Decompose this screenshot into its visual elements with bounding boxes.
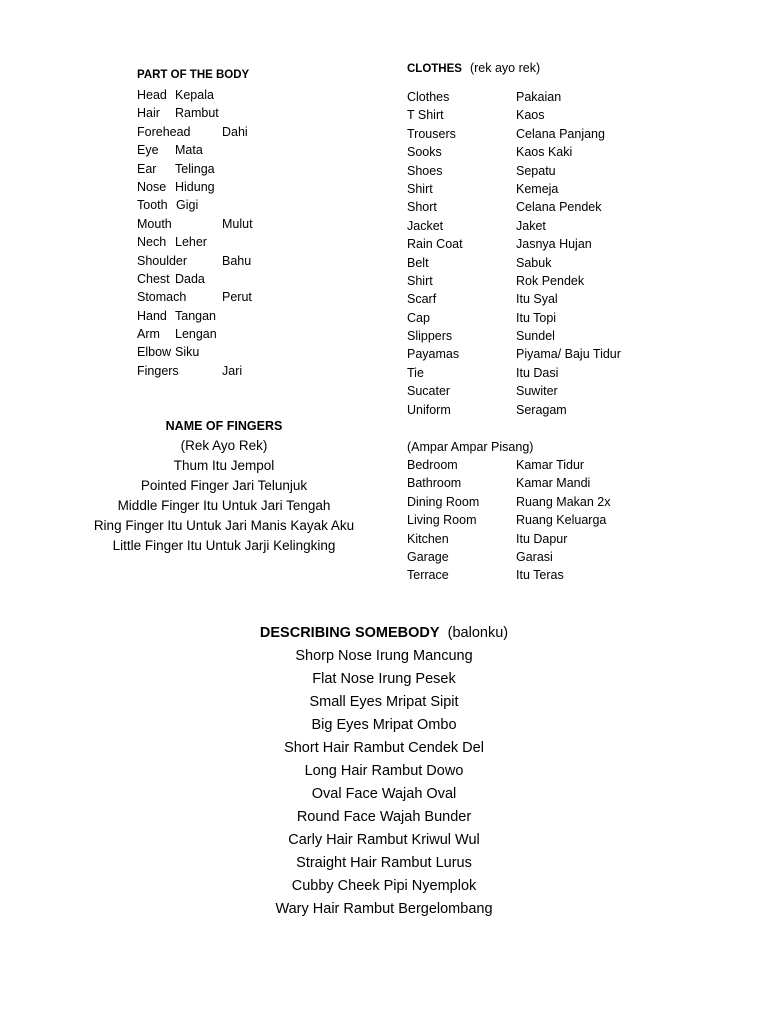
body-part-indonesian: Leher — [175, 235, 207, 250]
house-indonesian: Kamar Tidur — [516, 458, 585, 472]
describing-heading-note: (balonku) — [447, 625, 509, 641]
clothes-indonesian: Kemeja — [516, 181, 559, 196]
house-heading: (Ampar Ampar Pisang) — [407, 440, 534, 454]
body-part-indonesian: Jari — [222, 363, 243, 378]
body-part-indonesian: Lengan — [175, 327, 217, 342]
clothes-indonesian: Itu Syal — [516, 292, 558, 307]
body-part-indonesian: Telinga — [175, 161, 215, 176]
finger-line: Little Finger Itu Untuk Jarji Kelingking — [112, 538, 336, 553]
clothes-english: T Shirt — [407, 108, 444, 123]
body-parts-heading: PART OF THE BODY — [137, 69, 250, 81]
house-english: Bathroom — [407, 476, 462, 491]
body-part-english: Ear — [137, 161, 157, 176]
body-part-indonesian: Mata — [175, 143, 203, 158]
body-part-indonesian: Bahu — [222, 253, 252, 268]
body-part-english: Hair — [137, 106, 160, 121]
clothes-english: Shirt — [407, 273, 433, 288]
finger-line: Thum Itu Jempol — [173, 458, 275, 473]
body-part-indonesian: Rambut — [175, 106, 219, 121]
clothes-english: Shirt — [407, 181, 433, 196]
describing-line: Small Eyes Mripat Sipit — [309, 694, 459, 710]
clothes-english: Payamas — [407, 347, 460, 362]
describing-line: Big Eyes Mripat Ombo — [311, 717, 457, 733]
clothes-english: Uniform — [407, 402, 451, 417]
body-part-english: Nose — [137, 179, 167, 194]
body-part-english: Mouth — [137, 216, 172, 231]
clothes-indonesian: Sabuk — [516, 255, 552, 270]
clothes-english: Scarf — [407, 292, 437, 307]
body-part-english: Shoulder — [137, 253, 188, 268]
clothes-english: Jacket — [407, 218, 444, 233]
house-english: Terrace — [407, 568, 449, 583]
clothes-indonesian: Sundel — [516, 329, 555, 344]
body-part-english: Arm — [137, 327, 160, 342]
house-english: Living Room — [407, 513, 477, 528]
body-part-english: Elbow — [137, 345, 172, 360]
house-english: Dining Room — [407, 494, 480, 509]
clothes-indonesian: Kaos — [516, 108, 545, 123]
house-indonesian: Kamar Mandi — [516, 476, 591, 491]
clothes-indonesian: Seragam — [516, 402, 567, 417]
finger-line: Ring Finger Itu Untuk Jari Manis Kayak Aku — [93, 518, 355, 533]
clothes-english: Slippers — [407, 329, 453, 344]
clothes-english: Sooks — [407, 145, 442, 160]
clothes-indonesian: Suwiter — [516, 384, 558, 399]
clothes-english: Short — [407, 200, 437, 215]
body-part-indonesian: Dada — [175, 271, 205, 286]
house-indonesian: Itu Dapur — [516, 531, 568, 546]
clothes-indonesian: Jasnya Hujan — [516, 237, 592, 252]
fingers-lines — [40, 436, 408, 556]
body-part-indonesian: Dahi — [222, 124, 248, 139]
describing-heading-title: DESCRIBING SOMEBODY — [259, 625, 440, 641]
house-indonesian: Garasi — [516, 549, 553, 564]
finger-line: (Rek Ayo Rek) — [180, 438, 268, 453]
clothes-indonesian: Celana Pendek — [516, 200, 602, 215]
clothes-indonesian: Jaket — [516, 218, 546, 233]
house-english: Bedroom — [407, 458, 458, 472]
describing-section — [84, 622, 684, 921]
house-indonesian: Itu Teras — [516, 568, 564, 583]
clothes-english: Shoes — [407, 163, 443, 178]
body-part-english: Stomach — [137, 290, 187, 305]
clothes-indonesian: Rok Pendek — [516, 273, 585, 288]
clothes-indonesian: Itu Topi — [516, 310, 557, 325]
house-english: Kitchen — [407, 531, 449, 546]
house-english: Garage — [407, 549, 449, 564]
describing-line: Round Face Wajah Bunder — [296, 809, 472, 825]
body-part-indonesian: Kepala — [175, 88, 214, 102]
clothes-heading-note: (rek ayo rek) — [469, 61, 541, 75]
body-part-english: Fingers — [137, 363, 179, 378]
describing-line: Oval Face Wajah Oval — [311, 786, 457, 802]
finger-line: Pointed Finger Jari Telunjuk — [140, 478, 308, 493]
describing-heading — [84, 622, 684, 645]
body-part-english: Eye — [137, 143, 159, 158]
body-part-english: Chest — [137, 271, 170, 286]
body-part-english: Tooth — [137, 198, 168, 213]
body-part-english: Forehead — [137, 124, 191, 139]
clothes-indonesian: Kaos Kaki — [516, 145, 573, 160]
describing-line: Carly Hair Rambut Kriwul Wul — [288, 832, 480, 848]
body-part-indonesian: Mulut — [222, 216, 253, 231]
clothes-english: Rain Coat — [407, 237, 463, 252]
clothes-english: Trousers — [407, 126, 456, 141]
describing-line: Straight Hair Rambut Lurus — [296, 855, 472, 871]
body-part-indonesian: Siku — [175, 345, 200, 360]
fingers-section — [40, 416, 408, 556]
fingers-heading: NAME OF FINGERS — [165, 419, 283, 433]
clothes-indonesian: Celana Panjang — [516, 126, 605, 141]
finger-line: Middle Finger Itu Untuk Jari Tengah — [117, 498, 331, 513]
describing-line: Short Hair Rambut Cendek Del — [284, 740, 484, 756]
describing-lines — [84, 645, 684, 921]
body-part-english: Nech — [137, 235, 167, 250]
body-part-indonesian: Hidung — [175, 179, 215, 194]
describing-line: Shorp Nose Irung Mancung — [295, 648, 473, 664]
clothes-indonesian: Sepatu — [516, 163, 556, 178]
describing-line: Flat Nose Irung Pesek — [312, 671, 456, 687]
clothes-indonesian: Piyama/ Baju Tidur — [516, 347, 621, 362]
clothes-indonesian: Pakaian — [516, 90, 562, 104]
body-part-indonesian: Tangan — [175, 308, 217, 323]
body-part-indonesian: Perut — [222, 290, 252, 305]
body-part-english: Head — [137, 88, 167, 102]
clothes-heading — [407, 61, 540, 75]
clothes-english: Cap — [407, 310, 430, 325]
house-indonesian: Ruang Keluarga — [516, 513, 607, 528]
describing-line: Long Hair Rambut Dowo — [304, 763, 464, 779]
clothes-heading-title: CLOTHES — [407, 63, 462, 75]
body-part-indonesian: Gigi — [176, 198, 199, 213]
describing-line: Cubby Cheek Pipi Nyemplok — [291, 878, 477, 894]
describing-line: Wary Hair Rambut Bergelombang — [275, 901, 493, 917]
clothes-english: Belt — [407, 255, 429, 270]
clothes-english: Tie — [407, 365, 424, 380]
clothes-indonesian: Itu Dasi — [516, 365, 559, 380]
house-indonesian: Ruang Makan 2x — [516, 494, 611, 509]
body-part-english: Hand — [137, 308, 167, 323]
clothes-english: Sucater — [407, 384, 451, 399]
clothes-english: Clothes — [407, 90, 450, 104]
